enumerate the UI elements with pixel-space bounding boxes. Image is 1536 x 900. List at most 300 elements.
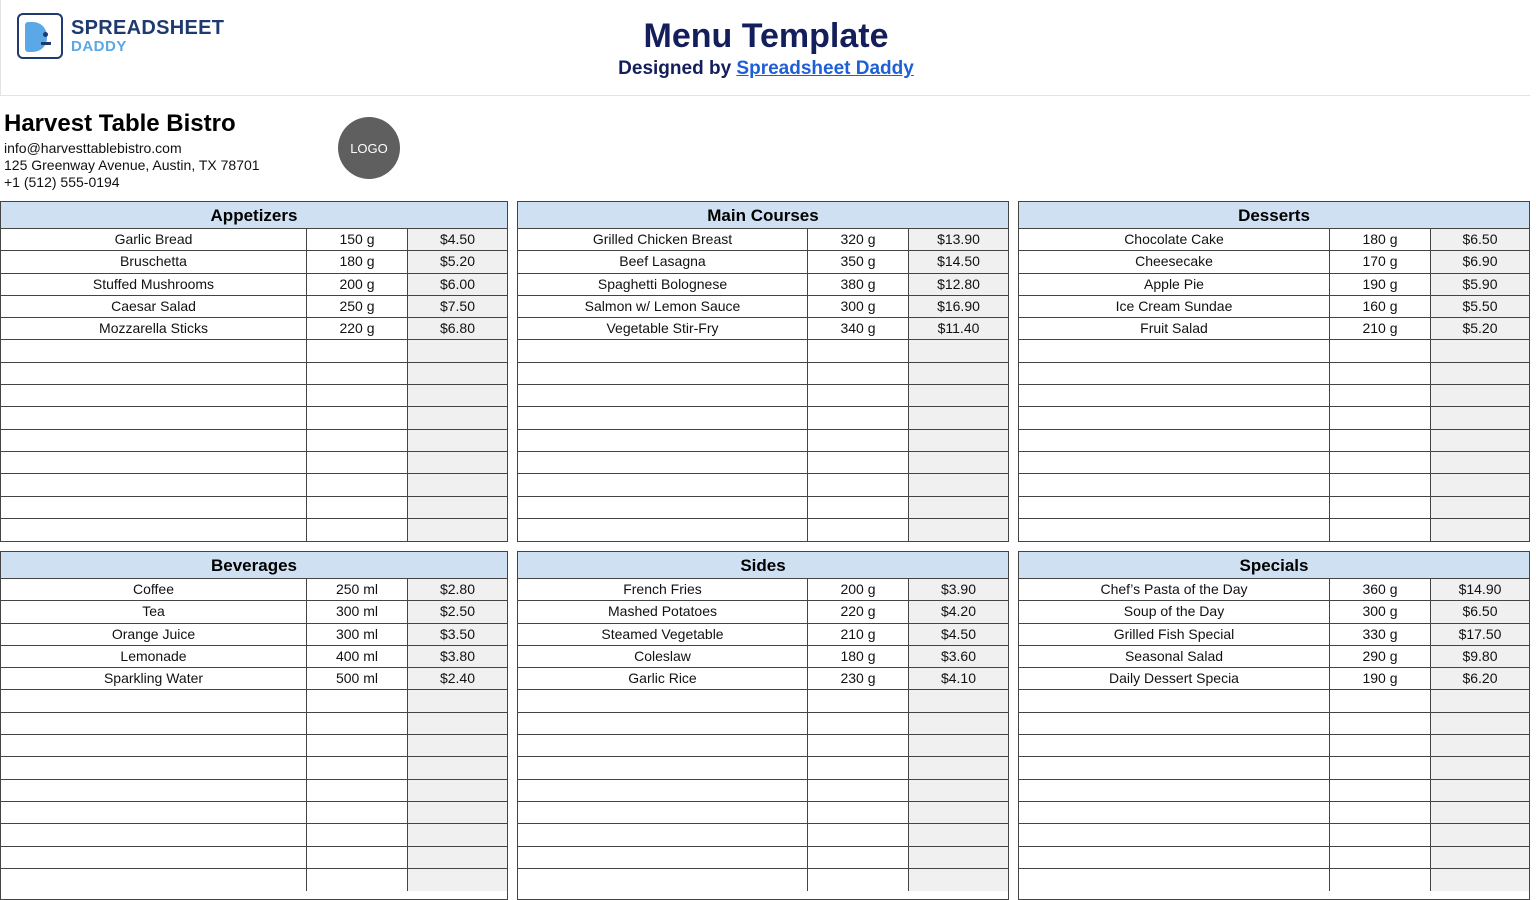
item-name-cell[interactable]: Chocolate Cake (1019, 229, 1330, 250)
item-weight-cell[interactable] (1330, 430, 1431, 451)
logo-placeholder[interactable]: LOGO (338, 117, 400, 179)
item-weight-cell[interactable] (307, 474, 408, 495)
item-name-cell[interactable]: Mashed Potatoes (518, 601, 808, 622)
item-weight-cell[interactable] (808, 869, 909, 891)
item-name-cell[interactable] (1019, 519, 1330, 541)
item-name-cell[interactable] (1, 824, 307, 845)
item-price-cell[interactable] (1431, 690, 1529, 711)
item-price-cell[interactable]: $4.10 (909, 668, 1008, 689)
item-price-cell[interactable]: $2.40 (408, 668, 507, 689)
table-row (518, 452, 1008, 474)
item-name-cell[interactable] (1, 474, 307, 495)
item-weight-cell[interactable]: 320 g (808, 229, 909, 250)
item-price-cell[interactable] (408, 869, 507, 891)
item-price-cell[interactable] (1431, 363, 1529, 384)
table-row (518, 668, 1008, 690)
brand-name-line1: SPREADSHEET (71, 17, 225, 39)
item-price-cell[interactable]: $3.60 (909, 646, 1008, 667)
table-row (518, 519, 1008, 541)
item-price-cell[interactable] (408, 735, 507, 756)
item-price-cell[interactable]: $14.90 (1431, 579, 1529, 600)
item-name-cell[interactable] (518, 869, 808, 891)
table-row (1019, 780, 1529, 802)
item-weight-cell[interactable]: 350 g (808, 251, 909, 272)
section-header[interactable]: Desserts (1019, 202, 1529, 229)
item-weight-cell[interactable] (307, 757, 408, 778)
item-price-cell[interactable]: $16.90 (909, 296, 1008, 317)
item-price-cell[interactable]: $3.80 (408, 646, 507, 667)
item-price-cell[interactable] (408, 474, 507, 495)
table-row (1, 229, 507, 251)
item-name-cell[interactable] (518, 340, 808, 361)
item-weight-cell[interactable] (307, 869, 408, 891)
item-weight-cell[interactable] (808, 735, 909, 756)
item-weight-cell[interactable] (808, 340, 909, 361)
business-phone[interactable]: +1 (512) 555-0194 (4, 174, 120, 190)
item-weight-cell[interactable] (808, 430, 909, 451)
item-weight-cell[interactable]: 330 g (1330, 624, 1431, 645)
item-name-cell[interactable]: Salmon w/ Lemon Sauce (518, 296, 808, 317)
table-row (518, 869, 1008, 891)
item-name-cell[interactable] (1, 407, 307, 428)
item-name-cell[interactable]: Daily Dessert Specia (1019, 668, 1330, 689)
item-price-cell[interactable] (408, 847, 507, 868)
item-weight-cell[interactable]: 190 g (1330, 274, 1431, 295)
item-price-cell[interactable] (909, 713, 1008, 734)
item-name-cell[interactable] (1019, 824, 1330, 845)
item-price-cell[interactable] (909, 363, 1008, 384)
table-row (518, 802, 1008, 824)
item-weight-cell[interactable] (808, 847, 909, 868)
item-name-cell[interactable]: Seasonal Salad (1019, 646, 1330, 667)
item-price-cell[interactable]: $5.50 (1431, 296, 1529, 317)
table-row (1, 735, 507, 757)
item-weight-cell[interactable] (307, 407, 408, 428)
item-weight-cell[interactable]: 160 g (1330, 296, 1431, 317)
item-weight-cell[interactable] (307, 690, 408, 711)
item-price-cell[interactable]: $6.00 (408, 274, 507, 295)
item-price-cell[interactable]: $5.20 (408, 251, 507, 272)
item-weight-cell[interactable]: 150 g (307, 229, 408, 250)
item-price-cell[interactable] (909, 847, 1008, 868)
item-price-cell[interactable]: $2.80 (408, 579, 507, 600)
item-weight-cell[interactable]: 200 g (307, 274, 408, 295)
item-weight-cell[interactable] (307, 519, 408, 541)
item-name-cell[interactable] (1019, 430, 1330, 451)
item-price-cell[interactable] (1431, 847, 1529, 868)
item-name-cell[interactable] (1, 497, 307, 518)
item-weight-cell[interactable]: 360 g (1330, 579, 1431, 600)
item-weight-cell[interactable] (808, 690, 909, 711)
item-weight-cell[interactable] (808, 363, 909, 384)
item-price-cell[interactable] (909, 474, 1008, 495)
item-weight-cell[interactable]: 340 g (808, 318, 909, 339)
item-weight-cell[interactable]: 220 g (808, 601, 909, 622)
item-price-cell[interactable] (909, 452, 1008, 473)
item-weight-cell[interactable] (1330, 802, 1431, 823)
item-name-cell[interactable]: Garlic Bread (1, 229, 307, 250)
item-weight-cell[interactable] (307, 847, 408, 868)
table-row (1019, 735, 1529, 757)
table-row (1019, 690, 1529, 712)
item-weight-cell[interactable]: 400 ml (307, 646, 408, 667)
item-weight-cell[interactable]: 300 g (1330, 601, 1431, 622)
item-name-cell[interactable]: Garlic Rice (518, 668, 808, 689)
item-name-cell[interactable] (1, 385, 307, 406)
item-weight-cell[interactable] (307, 780, 408, 801)
item-price-cell[interactable] (408, 452, 507, 473)
table-row (1019, 757, 1529, 779)
item-name-cell[interactable]: Stuffed Mushrooms (1, 274, 307, 295)
item-weight-cell[interactable] (1330, 385, 1431, 406)
item-price-cell[interactable] (1431, 802, 1529, 823)
item-weight-cell[interactable] (808, 452, 909, 473)
item-name-cell[interactable]: Sparkling Water (1, 668, 307, 689)
item-price-cell[interactable] (1431, 869, 1529, 891)
item-name-cell[interactable] (1019, 802, 1330, 823)
item-price-cell[interactable] (408, 519, 507, 541)
table-row (1019, 869, 1529, 891)
item-price-cell[interactable] (909, 757, 1008, 778)
item-name-cell[interactable] (1019, 780, 1330, 801)
section-header[interactable]: Main Courses (518, 202, 1008, 229)
item-name-cell[interactable] (1019, 735, 1330, 756)
item-price-cell[interactable] (909, 735, 1008, 756)
item-name-cell[interactable] (518, 713, 808, 734)
table-row (1, 430, 507, 452)
table-row (1019, 474, 1529, 496)
item-name-cell[interactable] (518, 802, 808, 823)
item-weight-cell[interactable] (1330, 824, 1431, 845)
item-price-cell[interactable] (1431, 713, 1529, 734)
item-weight-cell[interactable] (1330, 713, 1431, 734)
item-price-cell[interactable]: $5.90 (1431, 274, 1529, 295)
item-weight-cell[interactable]: 170 g (1330, 251, 1431, 272)
item-price-cell[interactable] (909, 407, 1008, 428)
item-price-cell[interactable] (408, 824, 507, 845)
item-weight-cell[interactable]: 190 g (1330, 668, 1431, 689)
item-name-cell[interactable]: Soup of the Day (1019, 601, 1330, 622)
item-name-cell[interactable] (1, 452, 307, 473)
item-price-cell[interactable]: $6.50 (1431, 229, 1529, 250)
table-row (1019, 340, 1529, 362)
item-name-cell[interactable] (518, 363, 808, 384)
item-price-cell[interactable] (1431, 780, 1529, 801)
item-name-cell[interactable]: Chef’s Pasta of the Day (1019, 579, 1330, 600)
item-price-cell[interactable]: $12.80 (909, 274, 1008, 295)
item-weight-cell[interactable]: 230 g (808, 668, 909, 689)
item-weight-cell[interactable] (808, 713, 909, 734)
item-price-cell[interactable]: $6.90 (1431, 251, 1529, 272)
item-name-cell[interactable]: Steamed Vegetable (518, 624, 808, 645)
item-weight-cell[interactable]: 210 g (1330, 318, 1431, 339)
item-price-cell[interactable] (1431, 519, 1529, 541)
item-price-cell[interactable] (909, 385, 1008, 406)
item-price-cell[interactable] (408, 497, 507, 518)
item-price-cell[interactable] (909, 430, 1008, 451)
item-weight-cell[interactable] (1330, 847, 1431, 868)
item-name-cell[interactable] (1019, 407, 1330, 428)
item-weight-cell[interactable]: 380 g (808, 274, 909, 295)
item-price-cell[interactable] (909, 519, 1008, 541)
item-price-cell[interactable]: $6.80 (408, 318, 507, 339)
item-price-cell[interactable]: $17.50 (1431, 624, 1529, 645)
item-weight-cell[interactable] (1330, 757, 1431, 778)
item-price-cell[interactable] (1431, 824, 1529, 845)
item-name-cell[interactable]: Cheesecake (1019, 251, 1330, 272)
item-price-cell[interactable]: $2.50 (408, 601, 507, 622)
table-row (518, 847, 1008, 869)
item-name-cell[interactable] (518, 385, 808, 406)
item-weight-cell[interactable] (1330, 735, 1431, 756)
business-address[interactable]: 125 Greenway Avenue, Austin, TX 78701 (4, 157, 260, 173)
item-price-cell[interactable]: $3.50 (408, 624, 507, 645)
item-weight-cell[interactable] (808, 757, 909, 778)
item-name-cell[interactable]: Caesar Salad (1, 296, 307, 317)
table-row (1019, 430, 1529, 452)
item-price-cell[interactable] (909, 824, 1008, 845)
item-weight-cell[interactable] (307, 363, 408, 384)
item-weight-cell[interactable] (1330, 474, 1431, 495)
item-price-cell[interactable] (408, 407, 507, 428)
item-name-cell[interactable] (1019, 497, 1330, 518)
page-subtitle (1, 58, 1531, 80)
section-header[interactable]: Beverages (1, 552, 507, 579)
item-name-cell[interactable] (518, 735, 808, 756)
item-name-cell[interactable] (1, 802, 307, 823)
business-email[interactable]: info@harvesttablebistro.com (4, 140, 182, 156)
item-name-cell[interactable] (1, 363, 307, 384)
item-price-cell[interactable]: $14.50 (909, 251, 1008, 272)
item-name-cell[interactable] (1019, 363, 1330, 384)
item-price-cell[interactable]: $3.90 (909, 579, 1008, 600)
item-weight-cell[interactable] (307, 430, 408, 451)
item-name-cell[interactable] (1, 430, 307, 451)
item-name-cell[interactable]: Orange Juice (1, 624, 307, 645)
item-name-cell[interactable] (1019, 713, 1330, 734)
table-row (1, 802, 507, 824)
spreadsheet-daddy-link[interactable]: Spreadsheet Daddy (736, 58, 914, 79)
item-price-cell[interactable] (1431, 430, 1529, 451)
item-price-cell[interactable] (1431, 757, 1529, 778)
item-price-cell[interactable] (408, 713, 507, 734)
item-weight-cell[interactable] (808, 780, 909, 801)
item-name-cell[interactable] (1019, 757, 1330, 778)
item-name-cell[interactable] (1019, 452, 1330, 473)
item-weight-cell[interactable]: 210 g (808, 624, 909, 645)
item-weight-cell[interactable] (1330, 497, 1431, 518)
item-price-cell[interactable] (909, 340, 1008, 361)
item-weight-cell[interactable] (1330, 869, 1431, 891)
item-weight-cell[interactable]: 250 g (307, 296, 408, 317)
item-weight-cell[interactable] (307, 497, 408, 518)
item-name-cell[interactable] (1, 340, 307, 361)
item-price-cell[interactable] (909, 497, 1008, 518)
item-price-cell[interactable] (909, 690, 1008, 711)
item-weight-cell[interactable] (307, 824, 408, 845)
menu-section-sides (517, 551, 1009, 900)
item-name-cell[interactable] (518, 474, 808, 495)
item-name-cell[interactable] (1, 735, 307, 756)
item-weight-cell[interactable] (1330, 690, 1431, 711)
item-name-cell[interactable]: French Fries (518, 579, 808, 600)
item-price-cell[interactable] (909, 802, 1008, 823)
item-price-cell[interactable] (408, 340, 507, 361)
item-name-cell[interactable] (1019, 474, 1330, 495)
item-weight-cell[interactable] (1330, 363, 1431, 384)
item-name-cell[interactable] (1, 519, 307, 541)
item-name-cell[interactable] (518, 690, 808, 711)
item-name-cell[interactable] (518, 407, 808, 428)
section-header[interactable]: Sides (518, 552, 1008, 579)
item-price-cell[interactable]: $4.20 (909, 601, 1008, 622)
item-price-cell[interactable] (408, 363, 507, 384)
item-name-cell[interactable] (1019, 690, 1330, 711)
item-name-cell[interactable]: Spaghetti Bolognese (518, 274, 808, 295)
item-name-cell[interactable] (1, 847, 307, 868)
item-price-cell[interactable] (408, 780, 507, 801)
item-price-cell[interactable] (909, 869, 1008, 891)
item-name-cell[interactable] (1019, 869, 1330, 891)
item-name-cell[interactable]: Fruit Salad (1019, 318, 1330, 339)
item-name-cell[interactable]: Grilled Chicken Breast (518, 229, 808, 250)
table-row (1, 340, 507, 362)
table-row (518, 385, 1008, 407)
item-name-cell[interactable]: Lemonade (1, 646, 307, 667)
item-price-cell[interactable]: $6.50 (1431, 601, 1529, 622)
item-weight-cell[interactable] (808, 519, 909, 541)
item-weight-cell[interactable] (307, 802, 408, 823)
item-name-cell[interactable] (518, 757, 808, 778)
item-name-cell[interactable] (1, 757, 307, 778)
item-weight-cell[interactable] (1330, 452, 1431, 473)
item-name-cell[interactable] (518, 824, 808, 845)
item-name-cell[interactable] (1019, 847, 1330, 868)
item-name-cell[interactable]: Tea (1, 601, 307, 622)
item-weight-cell[interactable]: 220 g (307, 318, 408, 339)
item-price-cell[interactable] (1431, 735, 1529, 756)
item-name-cell[interactable] (518, 497, 808, 518)
item-weight-cell[interactable]: 180 g (1330, 229, 1431, 250)
table-row (1, 497, 507, 519)
item-weight-cell[interactable]: 200 g (808, 579, 909, 600)
item-price-cell[interactable] (1431, 497, 1529, 518)
item-price-cell[interactable]: $13.90 (909, 229, 1008, 250)
item-price-cell[interactable] (1431, 452, 1529, 473)
table-row (1, 713, 507, 735)
item-price-cell[interactable]: $9.80 (1431, 646, 1529, 667)
item-weight-cell[interactable] (1330, 340, 1431, 361)
table-row (518, 780, 1008, 802)
table-row (1, 452, 507, 474)
item-weight-cell[interactable]: 500 ml (307, 668, 408, 689)
item-weight-cell[interactable] (808, 824, 909, 845)
item-price-cell[interactable] (408, 430, 507, 451)
item-name-cell[interactable] (518, 430, 808, 451)
item-name-cell[interactable]: Grilled Fish Special (1019, 624, 1330, 645)
item-name-cell[interactable] (1019, 340, 1330, 361)
item-name-cell[interactable] (518, 780, 808, 801)
item-name-cell[interactable] (1, 869, 307, 891)
item-price-cell[interactable] (408, 385, 507, 406)
item-name-cell[interactable] (518, 452, 808, 473)
item-weight-cell[interactable] (808, 474, 909, 495)
item-name-cell[interactable] (1019, 385, 1330, 406)
item-name-cell[interactable]: Coleslaw (518, 646, 808, 667)
item-price-cell[interactable] (1431, 474, 1529, 495)
item-name-cell[interactable]: Coffee (1, 579, 307, 600)
item-name-cell[interactable] (518, 847, 808, 868)
table-row (1, 363, 507, 385)
item-price-cell[interactable] (1431, 407, 1529, 428)
item-price-cell[interactable]: $6.20 (1431, 668, 1529, 689)
item-weight-cell[interactable] (1330, 519, 1431, 541)
table-row (518, 274, 1008, 296)
item-weight-cell[interactable]: 300 ml (307, 624, 408, 645)
table-row (1, 780, 507, 802)
item-weight-cell[interactable]: 180 g (307, 251, 408, 272)
item-name-cell[interactable] (1, 690, 307, 711)
item-name-cell[interactable]: Beef Lasagna (518, 251, 808, 272)
item-weight-cell[interactable] (808, 802, 909, 823)
item-weight-cell[interactable] (307, 385, 408, 406)
item-price-cell[interactable] (408, 690, 507, 711)
item-price-cell[interactable] (909, 780, 1008, 801)
section-header[interactable]: Specials (1019, 552, 1529, 579)
item-weight-cell[interactable] (307, 735, 408, 756)
item-price-cell[interactable] (1431, 340, 1529, 361)
item-weight-cell[interactable]: 180 g (808, 646, 909, 667)
item-weight-cell[interactable]: 300 ml (307, 601, 408, 622)
item-weight-cell[interactable] (808, 497, 909, 518)
item-price-cell[interactable] (1431, 385, 1529, 406)
item-weight-cell[interactable]: 250 ml (307, 579, 408, 600)
item-price-cell[interactable]: $4.50 (909, 624, 1008, 645)
item-price-cell[interactable]: $4.50 (408, 229, 507, 250)
menu-section-main-courses (517, 201, 1009, 542)
item-weight-cell[interactable] (307, 452, 408, 473)
item-name-cell[interactable] (518, 519, 808, 541)
item-weight-cell[interactable]: 290 g (1330, 646, 1431, 667)
item-weight-cell[interactable] (307, 340, 408, 361)
item-price-cell[interactable]: $5.20 (1431, 318, 1529, 339)
item-weight-cell[interactable] (1330, 407, 1431, 428)
table-row (1019, 668, 1529, 690)
menu-section-specials (1018, 551, 1530, 900)
item-name-cell[interactable]: Bruschetta (1, 251, 307, 272)
item-price-cell[interactable]: $11.40 (909, 318, 1008, 339)
item-price-cell[interactable]: $7.50 (408, 296, 507, 317)
table-row (1, 668, 507, 690)
item-name-cell[interactable] (1, 713, 307, 734)
item-name-cell[interactable]: Apple Pie (1019, 274, 1330, 295)
item-weight-cell[interactable] (808, 407, 909, 428)
table-row (1, 385, 507, 407)
item-name-cell[interactable]: Vegetable Stir-Fry (518, 318, 808, 339)
item-price-cell[interactable] (408, 802, 507, 823)
business-name[interactable]: Harvest Table Bistro (4, 110, 236, 137)
item-name-cell[interactable]: Ice Cream Sundae (1019, 296, 1330, 317)
item-name-cell[interactable]: Mozzarella Sticks (1, 318, 307, 339)
section-header[interactable]: Appetizers (1, 202, 507, 229)
item-weight-cell[interactable] (1330, 780, 1431, 801)
item-weight-cell[interactable] (307, 713, 408, 734)
table-row (1, 601, 507, 623)
item-weight-cell[interactable]: 300 g (808, 296, 909, 317)
item-price-cell[interactable] (408, 757, 507, 778)
item-name-cell[interactable] (1, 780, 307, 801)
item-weight-cell[interactable] (808, 385, 909, 406)
